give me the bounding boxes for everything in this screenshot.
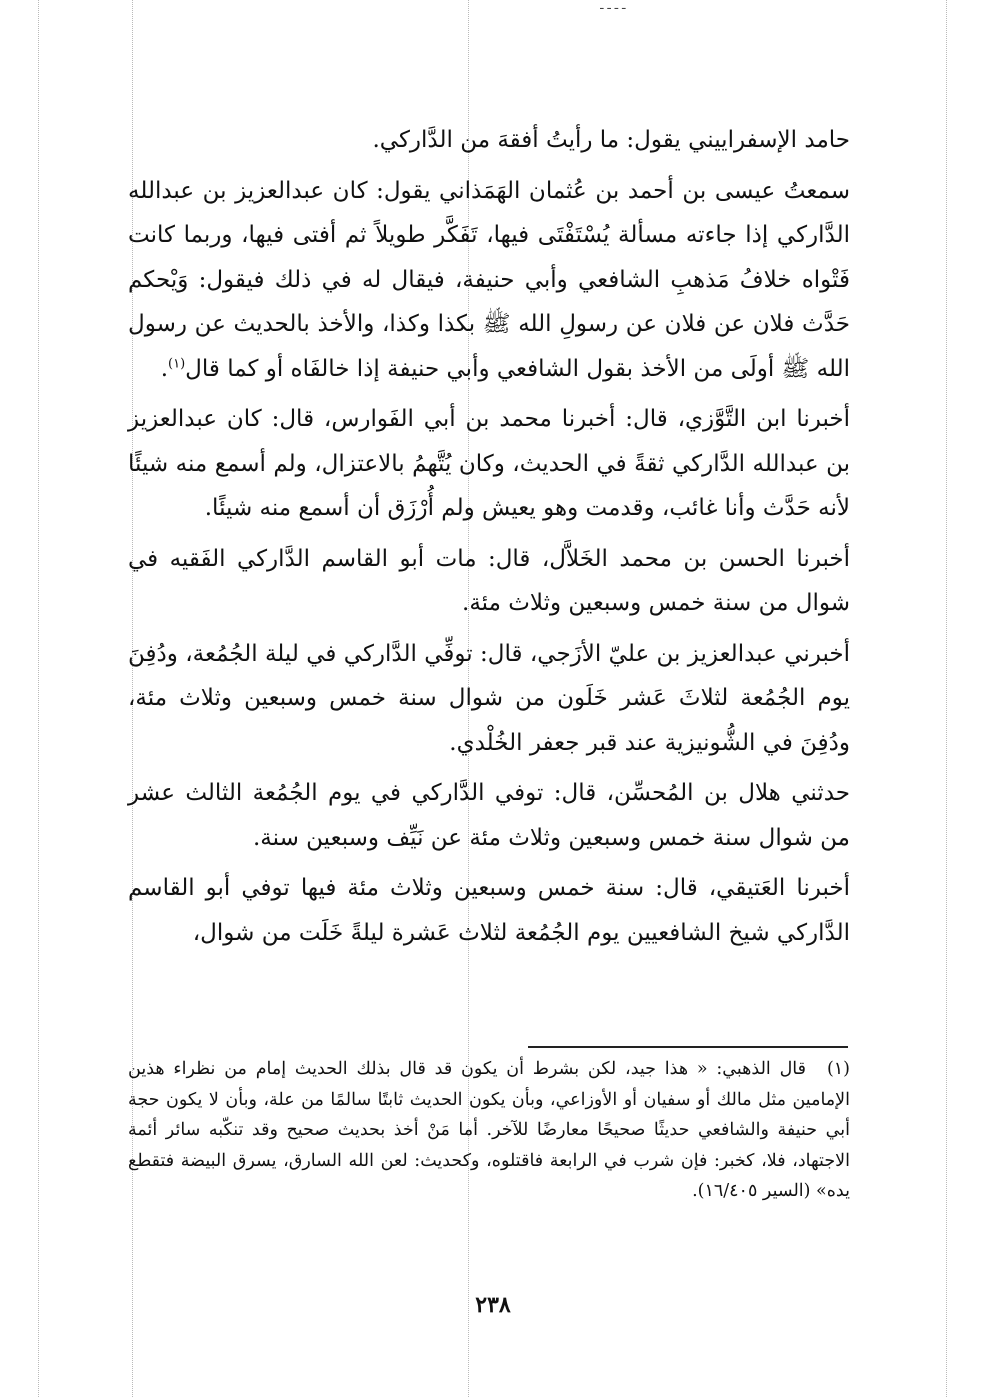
footnote-number: (١) <box>826 1059 850 1079</box>
main-text <box>128 118 850 961</box>
paragraph: أخبرني عبدالعزيز بن عليّ الأزَجي، قال: توفِّي الدَّاركي في ليلة الجُمُعة، ودُفِنَ يوم الجُمُعة لثلاثَ عَشر خَلَون من شوال سنة خمس وسبعين وثلاث مئة، ودُفِنَ في الشُّونيزية عند قبر جعفر الخُلْدي. <box>128 640 850 756</box>
paragraph: حدثني هلال بن المُحسِّن، قال: توفي الدَّاركي في يوم الجُمُعة الثالث عشر من شوال سنة خمس وسبعين وثلاث مئة عن نَيِّف وسبعين سنة. <box>128 780 850 851</box>
paragraph-text: سمعتُ عيسى بن أحمد بن عُثمان الهَمَذاني يقول: كان عبدالعزيز بن عبدالله الدَّاركي إذا جاءته مسألة يُسْتَفْتَى فيها، تَفَكَّر طويلاً ثم أفتى فيها، وربما كانت فَتْواه خلافُ مَذهبِ الشافعي وأبي حنيفة، فيقال له في ذلك فيقول: وَيْحكم حَدَّث فلان عن فلان عن رسولِ الله ﷺ بكذا وكذا، والأخذ بالحديث عن رسول الله ﷺ أولَى من الأخذ بقول الشافعي وأبي حنيفة إذا خالفَاه أو كما <box>128 177 850 382</box>
footnote-separator <box>528 1046 848 1048</box>
guide-line <box>946 0 947 1397</box>
paragraph: حامد الإسفراييني يقول: ما رأيتُ أفقهَ من الدَّاركي. <box>372 127 850 153</box>
top-edge-marks: ـ ـ ـ ـ <box>600 0 626 10</box>
paragraph: سمعتُ عيسى بن أحمد بن عُثمان الهَمَذاني يقول: كان عبدالعزيز بن عبدالله الدَّاركي إذا جاءته مسألة يُسْتَفْتَى فيها، تَفَكَّر طويلاً ثم أفتى فيها، وربما كانت فَتْواه خلافُ مَذهبِ الشافعي وأبي حنيفة، فيقال له في ذلك فيقول: وَيْحكم حَدَّث فلان عن فلان عن رسولِ الله ﷺ بكذا وكذا، والأخذ بالحديث عن رسول الله ﷺ أولَى من الأخذ بقول الشافعي وأبي حنيفة إذا خالفَاه أو كما قال$^{(١)}$. <box>128 177 850 382</box>
paragraph: أخبرنا ابن التَّوَّزي، قال: أخبرنا محمد بن أبي الفَوارس، قال: كان عبدالعزيز بن عبدالله الدَّاركي ثقةً في الحديث، وكان يُتَّهمُ بالاعتزال، ولم أسمع منه شيئًا لأنه حَدَّث وأنا غائب، وقدمت وهو يعيش ولم أُرْزَق أن أسمع منه شيئًا. <box>128 406 850 521</box>
paragraph-end-word: قال <box>185 355 220 382</box>
page-number: ٢٣٨ <box>475 1292 511 1318</box>
footnote-text: قال الذهبي: « هذا جيد، لكن بشرط أن يكون قد قال بذلك الحديث إمام من نظراء هذين الإمامين مثل مالك أو سفيان أو الأوزاعي، وبأن يكون الحديث ثابتًا سالمًا من علة، وبأن لا يكون حجة أبي حنيفة والشافعي حديثًا صحيحًا معارضًا للآخر. أما مَنْ أخذ بحديث صحيح وقد تنكّبه سائر أئمة الاجتهاد، فلا، كخبر: فإن شرب في الرابعة فاقتلوه، وكحديث: لعن الله السارق، يسرق البيضة فتقطع يده» (السير ١٦/٤٠٥). <box>128 1059 850 1201</box>
footnote <box>128 1054 850 1207</box>
guide-line <box>38 0 39 1397</box>
paragraph: أخبرنا العَتيقي، قال: سنة خمس وسبعين وثلاث مئة فيها توفي أبو القاسم الدَّاركي شيخ الشافعيين يوم الجُمُعة لثلاث عَشرة ليلةً خَلَت من شوال، <box>128 875 850 946</box>
footnote-reference[interactable]: (١) <box>168 355 186 371</box>
paragraph: أخبرنا الحسن بن محمد الخَلاَّل، قال: مات أبو القاسم الدَّاركي الفَقيه في شوال من سنة خمس وسبعين وثلاث مئة. <box>128 545 850 616</box>
